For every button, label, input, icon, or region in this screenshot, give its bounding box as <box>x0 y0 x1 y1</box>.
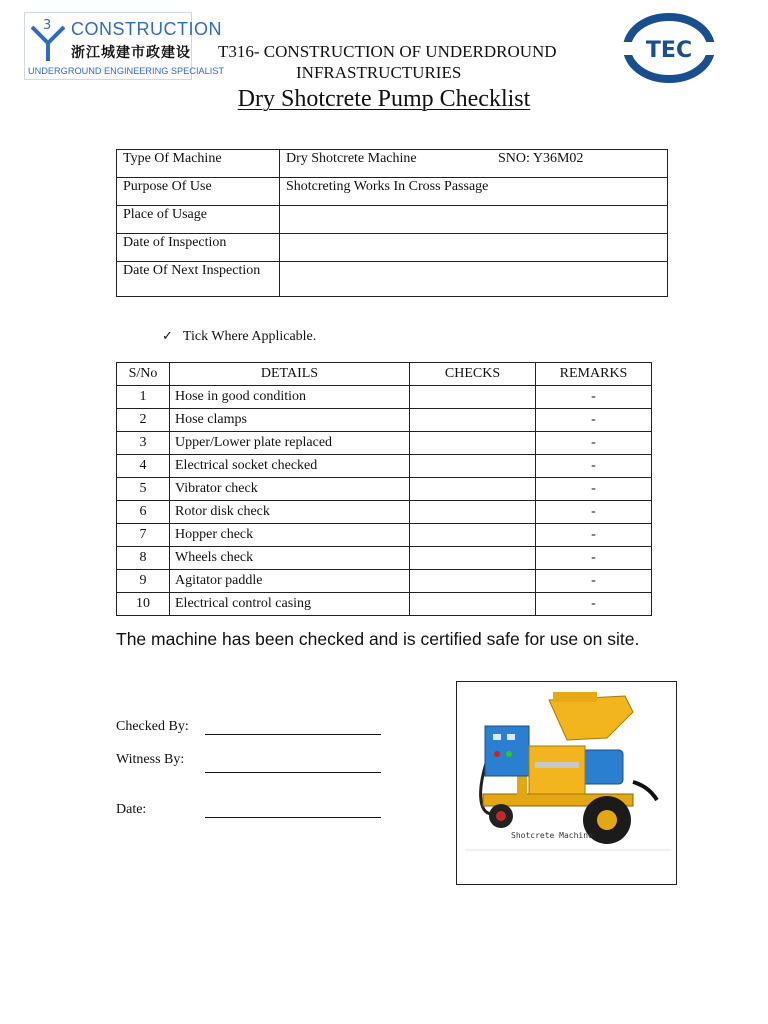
row-detail: Rotor disk check <box>170 501 410 524</box>
info-row-purpose <box>117 178 668 206</box>
info-row-date <box>117 234 668 262</box>
witness-by-label: Witness By: <box>116 752 185 767</box>
row-remark: - <box>536 455 652 478</box>
logo-brand-text: CONSTRUCTION <box>71 19 222 39</box>
inspection-date-label: Date of Inspection <box>117 234 280 262</box>
project-title-line1: T316- CONSTRUCTION OF UNDERDROUND <box>218 42 557 61</box>
tick-instruction-text: Tick Where Applicable. <box>182 329 317 344</box>
type-value-cell <box>280 150 668 178</box>
inspection-date-value[interactable] <box>280 234 668 262</box>
table-row <box>117 547 652 570</box>
row-sno: 6 <box>117 501 170 524</box>
next-inspection-label: Date Of Next Inspection <box>117 262 280 297</box>
row-sno: 9 <box>117 570 170 593</box>
row-sno: 3 <box>117 432 170 455</box>
tec-logo-text: TEC <box>645 38 693 63</box>
checked-by-label: Checked By: <box>116 719 189 734</box>
table-row <box>117 593 652 616</box>
row-detail: Vibrator check <box>170 478 410 501</box>
table-row <box>117 501 652 524</box>
machine-photo <box>456 681 677 885</box>
column-header-remarks: REMARKS <box>536 363 652 386</box>
row-detail: Agitator paddle <box>170 570 410 593</box>
row-check-cell[interactable] <box>410 455 536 478</box>
purpose-value: Shotcreting Works In Cross Passage <box>280 178 668 206</box>
type-label: Type Of Machine <box>117 150 280 178</box>
table-row <box>117 570 652 593</box>
row-remark: - <box>536 524 652 547</box>
date-label: Date: <box>116 802 147 817</box>
logo-mark-number: 3 <box>43 18 52 33</box>
tec-logo-icon <box>622 12 716 84</box>
tick-instruction <box>162 329 316 345</box>
row-check-cell[interactable] <box>410 432 536 455</box>
table-row <box>117 432 652 455</box>
row-check-cell[interactable] <box>410 524 536 547</box>
row-remark: - <box>536 432 652 455</box>
row-remark: - <box>536 501 652 524</box>
row-sno: 10 <box>117 593 170 616</box>
witness-by-signature-line[interactable] <box>205 772 381 773</box>
row-check-cell[interactable] <box>410 570 536 593</box>
row-sno: 7 <box>117 524 170 547</box>
logo-tagline: UNDERGROUND ENGINEERING SPECIALIST <box>28 66 225 76</box>
column-header-details: DETAILS <box>170 363 410 386</box>
table-row <box>117 455 652 478</box>
column-header-checks: CHECKS <box>410 363 536 386</box>
row-detail: Hose clamps <box>170 409 410 432</box>
photo-caption: Shotcrete Machine <box>511 831 593 840</box>
company-logo <box>24 12 225 80</box>
checklist-table <box>116 362 652 616</box>
checked-by-signature-line[interactable] <box>205 734 381 735</box>
row-detail: Electrical socket checked <box>170 455 410 478</box>
shotcrete-machine-image <box>457 682 676 884</box>
row-check-cell[interactable] <box>410 478 536 501</box>
row-sno: 1 <box>117 386 170 409</box>
row-remark: - <box>536 570 652 593</box>
project-title-line2: INFRASTRUCTURIES <box>296 63 462 82</box>
row-check-cell[interactable] <box>410 593 536 616</box>
row-sno: 8 <box>117 547 170 570</box>
row-check-cell[interactable] <box>410 409 536 432</box>
row-detail: Hose in good condition <box>170 386 410 409</box>
row-remark: - <box>536 386 652 409</box>
row-detail: Electrical control casing <box>170 593 410 616</box>
row-check-cell[interactable] <box>410 547 536 570</box>
table-row <box>117 386 652 409</box>
serial-number: SNO: Y36M02 <box>498 151 584 166</box>
table-row <box>117 478 652 501</box>
row-sno: 5 <box>117 478 170 501</box>
machine-info-table <box>116 149 668 297</box>
table-row <box>117 524 652 547</box>
place-value[interactable] <box>280 206 668 234</box>
row-remark: - <box>536 593 652 616</box>
checklist-header-row <box>117 363 652 386</box>
row-detail: Upper/Lower plate replaced <box>170 432 410 455</box>
certification-statement: The machine has been checked and is certified safe for use on site. <box>116 629 640 649</box>
checkmark-icon: ✓ <box>162 329 173 344</box>
document-title <box>0 86 768 113</box>
logo-chinese-name: 浙江城建市政建设 <box>71 45 191 61</box>
y-logo-mark-icon <box>29 17 67 63</box>
row-check-cell[interactable] <box>410 501 536 524</box>
place-label: Place of Usage <box>117 206 280 234</box>
table-row <box>117 409 652 432</box>
purpose-label: Purpose Of Use <box>117 178 280 206</box>
info-row-type <box>117 150 668 178</box>
info-row-next-date <box>117 262 668 297</box>
row-remark: - <box>536 478 652 501</box>
type-value: Dry Shotcrete Machine <box>286 151 417 166</box>
row-sno: 2 <box>117 409 170 432</box>
row-check-cell[interactable] <box>410 386 536 409</box>
column-header-sno: S/No <box>117 363 170 386</box>
row-detail: Wheels check <box>170 547 410 570</box>
date-signature-line[interactable] <box>205 817 381 818</box>
info-row-place <box>117 206 668 234</box>
row-detail: Hopper check <box>170 524 410 547</box>
row-sno: 4 <box>117 455 170 478</box>
row-remark: - <box>536 409 652 432</box>
document-title-text: Dry Shotcrete Pump Checklist <box>237 86 531 112</box>
row-remark: - <box>536 547 652 570</box>
next-inspection-value[interactable] <box>280 262 668 297</box>
